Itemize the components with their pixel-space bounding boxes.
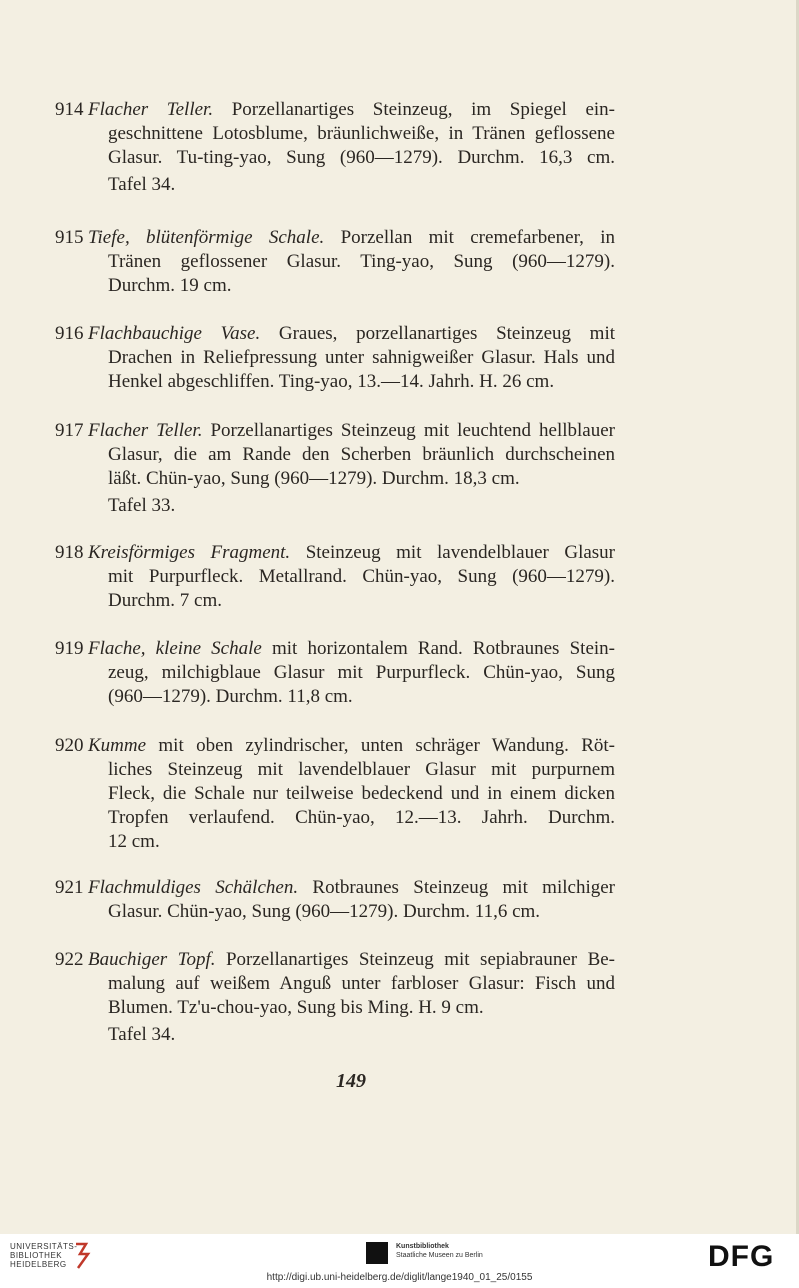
entry-line: Tiefe, blütenförmige Schale. Porzellan mit cremefarbener, in [88,227,616,248]
entry-line: zeug, milchigblaue Glasur mit Purpurfleck. Chün-yao, Sung [108,662,615,683]
entry-line: Fleck, die Schale nur teilweise bedeckend und in einem dicken [108,783,615,804]
dfg-logo[interactable]: DFG [708,1240,775,1273]
entry-number: 921 [55,877,84,898]
entry-line: Blumen. Tz'u-chou-yao, Sung bis Ming. H. 9 cm. [108,997,484,1018]
entry-number: 914 [55,99,84,120]
catalog-entry [55,637,615,709]
entry-title: Flache, kleine Schale [88,638,262,659]
entry-title: Flacher Teller. [88,99,214,120]
kunstbibliothek-logo-icon [366,1242,388,1264]
page-number: 149 [336,1070,366,1092]
permalink-url[interactable]: http://digi.ub.uni-heidelberg.de/diglit/lange1940_01_25/0155 [266,1272,533,1283]
catalog-entry [55,948,615,1047]
entry-line: Henkel abgeschliffen. Ting-yao, 13.—14. Jahrh. H. 26 cm. [108,371,555,392]
entry-line: Glasur. Chün-yao, Sung (960—1279). Durchm. 11,6 cm. [108,901,541,922]
entry-number: 920 [55,735,84,756]
entry-line: geschnittene Lotosblume, bräunlichweiße, in Tränen geflossene [108,123,615,144]
entry-line: mit Purpurfleck. Metallrand. Chün-yao, Sung (960—1279). [108,566,615,587]
catalog-entry [55,876,615,924]
catalog-entry [55,98,615,197]
entry-line: liches Steinzeug mit lavendelblauer Glasur mit purpurnem [108,759,615,780]
entry-plate-ref: Tafel 34. [108,174,176,195]
entry-title: Flachmuldiges Schälchen. [88,877,299,898]
catalog-entry [55,419,615,518]
entry-plate-ref: Tafel 34. [108,1024,176,1045]
entry-title: Flacher Teller. [88,420,203,441]
entry-line: läßt. Chün-yao, Sung (960—1279). Durchm. 18,3 cm. [108,468,520,489]
entry-line: Bauchiger Topf. Porzellanartiges Steinzeug mit sepiabrauner Be- [88,949,616,970]
entry-line: (960—1279). Durchm. 11,8 cm. [108,686,353,707]
entry-line: Durchm. 7 cm. [108,590,222,611]
catalog-entry [55,541,615,613]
entry-line: malung auf weißem Anguß unter farbloser Glasur: Fisch und [108,973,615,994]
entry-number: 919 [55,638,84,659]
entry-title: Flachbauchige Vase. [88,323,261,344]
entry-line: Flache, kleine Schale mit horizontalem Rand. Rotbraunes Stein- [88,638,616,659]
entry-title: Kumme [88,735,147,756]
entry-line: Flachbauchige Vase. Graues, porzellanartiges Steinzeug mit [88,323,616,344]
entry-number: 922 [55,949,84,970]
entry-line: Kumme mit oben zylindrischer, unten schräger Wandung. Röt- [88,735,615,756]
kunstbibliothek-label[interactable]: Kunstbibliothek Staatliche Museen zu Berlin [396,1243,483,1259]
entry-number: 916 [55,323,84,344]
entry-title: Tiefe, blütenförmige Schale. [88,227,325,248]
entry-line: Tropfen verlaufend. Chün-yao, 12.—13. Jahrh. Durchm. [108,807,615,828]
entry-title: Kreisförmiges Fragment. [88,542,291,563]
entry-line: Flacher Teller. Porzellanartiges Steinzeug, im Spiegel ein- [88,99,615,120]
entry-line: Durchm. 19 cm. [108,275,232,296]
catalog-entry [55,226,615,298]
entry-plate-ref: Tafel 33. [108,495,176,516]
entry-line: Glasur, die am Rande den Scherben bräunlich durchscheinen [108,444,615,465]
entry-number: 917 [55,420,84,441]
entry-line: Tränen geflossener Glasur. Ting-yao, Sung (960—1279). [108,251,615,272]
entry-line: 12 cm. [108,831,160,852]
entry-title: Bauchiger Topf. [88,949,216,970]
entry-line: Drachen in Reliefpressung unter sahnigweißer Glasur. Hals und [108,347,615,368]
entry-line: Kreisförmiges Fragment. Steinzeug mit lavendelblauer Glasur [88,542,616,563]
university-library-logo[interactable]: UNIVERSITÄTS- BIBLIOTHEK HEIDELBERG [10,1242,78,1269]
entry-number: 918 [55,542,84,563]
entry-line: Flacher Teller. Porzellanartiges Steinzeug mit leuchtend hellblauer [88,420,615,441]
university-emblem-icon [72,1240,92,1270]
viewer-footer [0,1234,799,1288]
catalog-entry [55,322,615,394]
catalog-entry [55,734,615,854]
entry-line: Flachmuldiges Schälchen. Rotbraunes Steinzeug mit milchiger [88,877,615,898]
entry-number: 915 [55,227,84,248]
entry-line: Glasur. Tu-ting-yao, Sung (960—1279). Durchm. 16,3 cm. [108,147,615,168]
